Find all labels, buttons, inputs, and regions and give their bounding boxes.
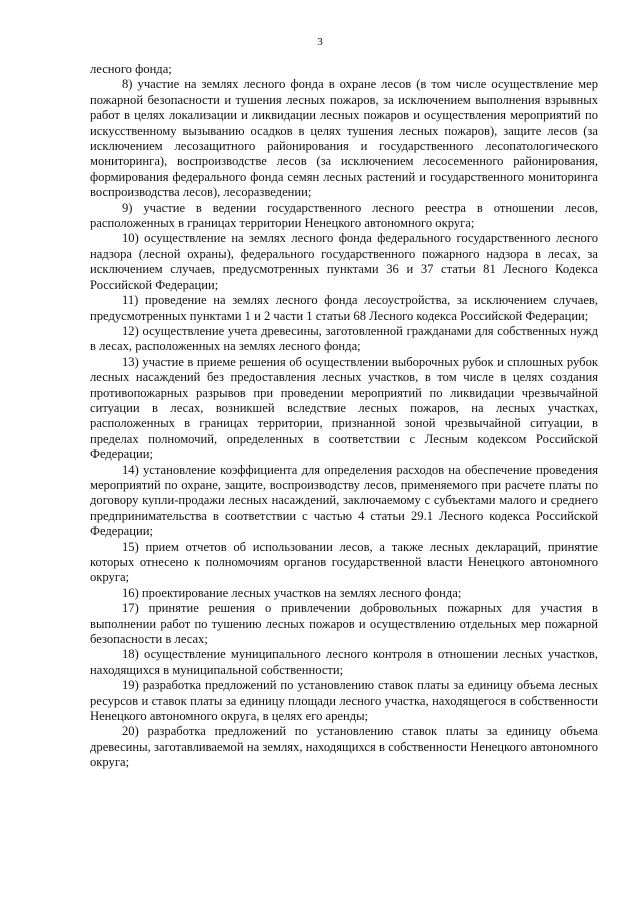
paragraph-item-17: 17) принятие решения о привлечении добровольных пожарных для участия в выполнении работ по тушению лесных пожаров и осуществлению отдельных мер пожарной безопасности в лесах; — [90, 601, 598, 647]
paragraph-item-13: 13) участие в приеме решения об осуществлении выборочных рубок и сплошных рубок лесных насаждений без предоставления лесных участков, в том числе в целях создания противопожарных разрывов при проведении мероприятий по ликвидации чрезвычайной ситуации в лесах, возникшей вследствие лесных пожаров, на лесных участках, расположенных в границах территории, признанной зоной чрезвычайной ситуации, в пределах полномочий, определенных в соответствии с Лесным кодексом Российской Федерации; — [90, 354, 598, 462]
paragraph-item-8: 8) участие на землях лесного фонда в охране лесов (в том числе осуществление мер пожарной безопасности и тушения лесных пожаров, за исключением выполнения взрывных работ в целях локализации и ликвидации лесных пожаров и осуществления мероприятий по искусственному вызыванию осадков в целях тушения лесных пожаров), защите лесов (за исключением лесозащитного районирования и государственного лесопатологического мониторинга), воспроизводстве лесов (за исключением лесосеменного районирования, формирования федерального фонда семян лесных растений и государственного мониторинга воспроизводства лесов), лесоразведении; — [90, 77, 598, 200]
paragraph-item-14: 14) установление коэффициента для определения расходов на обеспечение проведения мероприятий по охране, защите, воспроизводству лесов, применяемого при расчете платы по договору купли-продажи лесных насаждений, заключаемому с субъектами малого и среднего предпринимательства в соответствии с частью 4 статьи 29.1 Лесного кодекса Российской Федерации; — [90, 462, 598, 539]
paragraph-item-10: 10) осуществление на землях лесного фонда федерального государственного лесного надзора (лесной охраны), федерального государственного пожарного надзора в лесах, за исключением случаев, предусмотренных пунктами 36 и 37 статьи 81 Лесного Кодекса Российской Федерации; — [90, 231, 598, 292]
paragraph-item-12: 12) осуществление учета древесины, заготовленной гражданами для собственных нужд в лесах, расположенных на землях лесного фонда; — [90, 323, 598, 354]
paragraph-item-11: 11) проведение на землях лесного фонда лесоустройства, за исключением случаев, предусмотренных пунктами 1 и 2 части 1 статьи 68 Лесного кодекса Российской Федерации; — [90, 293, 598, 323]
paragraph-item-18: 18) осуществление муниципального лесного контроля в отношении лесных участков, находящихся в муниципальной собственности; — [90, 647, 598, 677]
paragraph-item-20: 20) разработка предложений по установлению ставок платы за единицу объема древесины, заготавливаемой на землях, находящихся в собственности Ненецкого автономного округа; — [90, 724, 598, 770]
paragraph-item-16: 16) проектирование лесных участков на землях лесного фонда; — [122, 585, 462, 600]
page-number: 3 — [317, 36, 323, 48]
paragraph-continuation: лесного фонда; — [90, 62, 172, 76]
paragraph-item-19: 19) разработка предложений по установлению ставок платы за единицу объема лесных ресурсов и ставок платы за единицу площади лесного участка, находящегося в собственности Ненецкого автономного округа, в целях его аренды; — [90, 678, 598, 724]
paragraph-item-15: 15) прием отчетов об использовании лесов, а также лесных деклараций, принятие которых отнесено к полномочиям органов государственной власти Ненецкого автономного округа; — [90, 539, 598, 585]
paragraph-item-9: 9) участие в ведении государственного лесного реестра в отношении лесов, расположенных в границах территории Ненецкого автономного округа; — [90, 200, 598, 231]
document-body — [90, 62, 598, 771]
